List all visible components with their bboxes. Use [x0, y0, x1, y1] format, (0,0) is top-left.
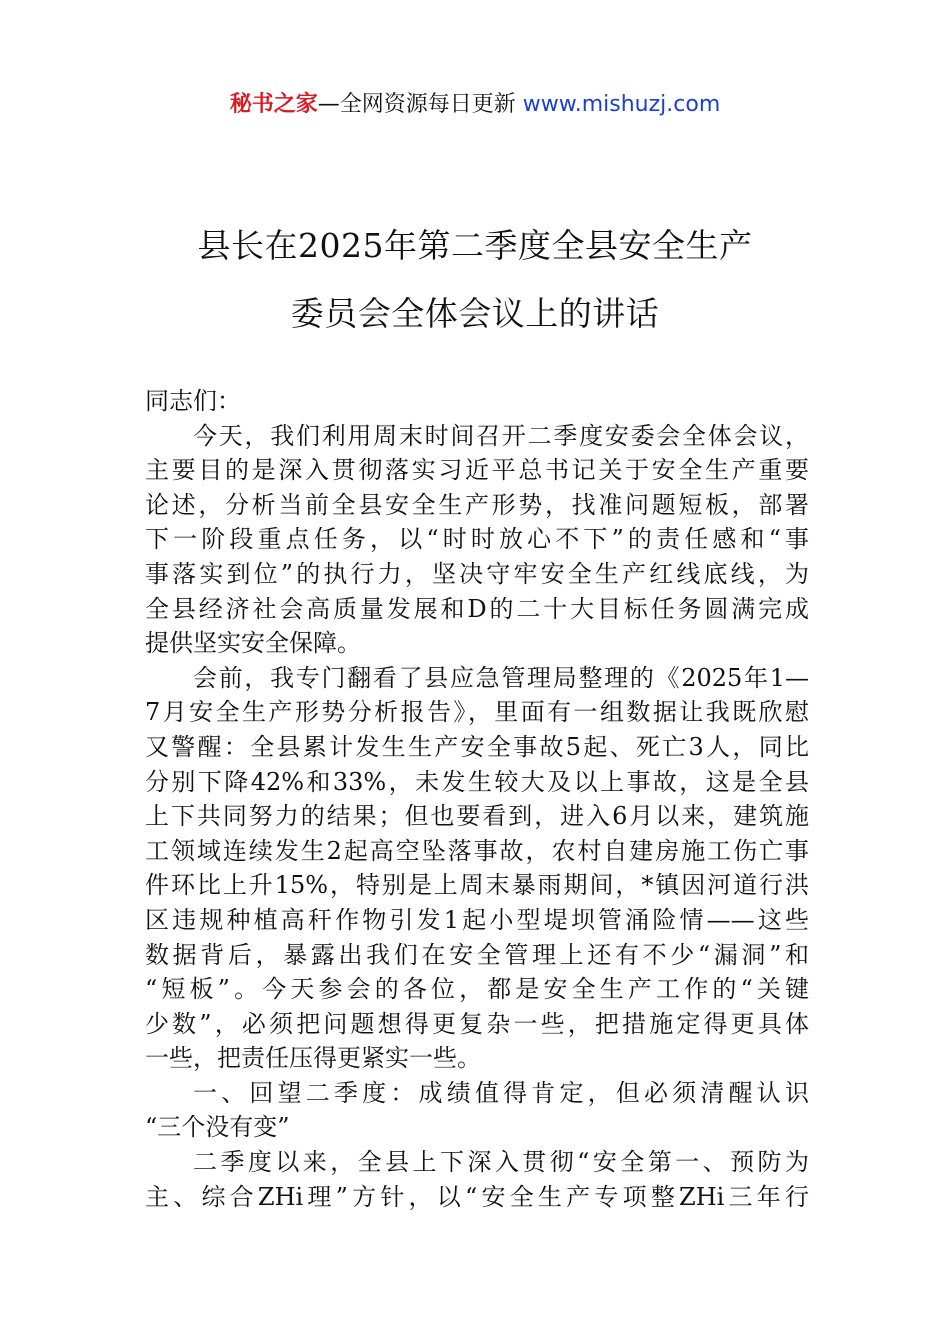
body-line: 区违规种植高秆作物引发1起小型堤坝管涌险情——这些 [145, 905, 809, 934]
body-line: 二季度以来，全县上下深入贯彻“安全第一、预防为 [193, 1148, 809, 1177]
section-heading: 一、回望二季度：成绩值得肯定，但必须清醒认识 [193, 1078, 809, 1107]
salutation: 同志们： [145, 387, 241, 415]
body-line: 工领域连续发生2起高空坠落事故，农村自建房施工伤亡事 [145, 836, 809, 865]
document-title-line-1: 县长在2025年第二季度全县安全生产 [197, 226, 753, 265]
body-line: 7月安全生产形势分析报告》，里面有一组数据让我既欣慰 [145, 698, 809, 727]
body-line: 事落实到位”的执行力，坚决守牢安全生产红线底线，为 [145, 559, 809, 588]
body-line: 少数”，必须把问题想得更复杂一些，把措施定得更具体 [145, 1009, 809, 1038]
site-url[interactable]: www.mishuzj.com [522, 92, 721, 117]
body-line: 全县经济社会高质量发展和D的二十大目标任务圆满完成 [145, 594, 809, 623]
body-line: 论述，分析当前全县安全生产形势，找准问题短板，部署 [145, 490, 809, 519]
body-line: 上下共同努力的结果；但也要看到，进入6月以来，建筑施 [145, 802, 809, 831]
banner-slogan: —全网资源每日更新 [317, 92, 516, 117]
body-line: 提供坚实安全保障。 [145, 629, 361, 658]
body-line: 会前，我专门翻看了县应急管理局整理的《2025年1— [193, 663, 809, 692]
body-line: 下一阶段重点任务，以“时时放心不下”的责任感和“事 [145, 525, 809, 554]
body-line: 又警醒：全县累计发生生产安全事故5起、死亡3人，同比 [145, 732, 809, 761]
document-body [145, 384, 809, 1214]
body-line: 件环比上升15%，特别是上周末暴雨期间，*镇因河道行洪 [145, 871, 809, 900]
brand-name: 秘书之家 [229, 92, 318, 117]
body-line: 一些，把责任压得更紧实一些。 [145, 1044, 481, 1073]
body-line: 主、综合ZHi理”方针，以“安全生产专项整ZHi三年行 [145, 1182, 809, 1211]
body-line: 主要目的是深入贯彻落实习近平总书记关于安全生产重要 [145, 456, 809, 485]
document-title-line-2: 委员会全体会议上的讲话 [290, 294, 660, 333]
section-heading: “三个没有变” [145, 1113, 290, 1142]
body-line: 今天，我们利用周末时间召开二季度安委会全体会议， [193, 421, 809, 450]
body-line: “短板”。今天参会的各位，都是安全生产工作的“关键 [145, 975, 809, 1004]
body-line: 分别下降42%和33%，未发生较大及以上事故，这是全县 [145, 767, 809, 796]
body-line: 数据背后，暴露出我们在安全管理上还有不少“漏洞”和 [145, 940, 809, 969]
site-banner [0, 88, 950, 122]
